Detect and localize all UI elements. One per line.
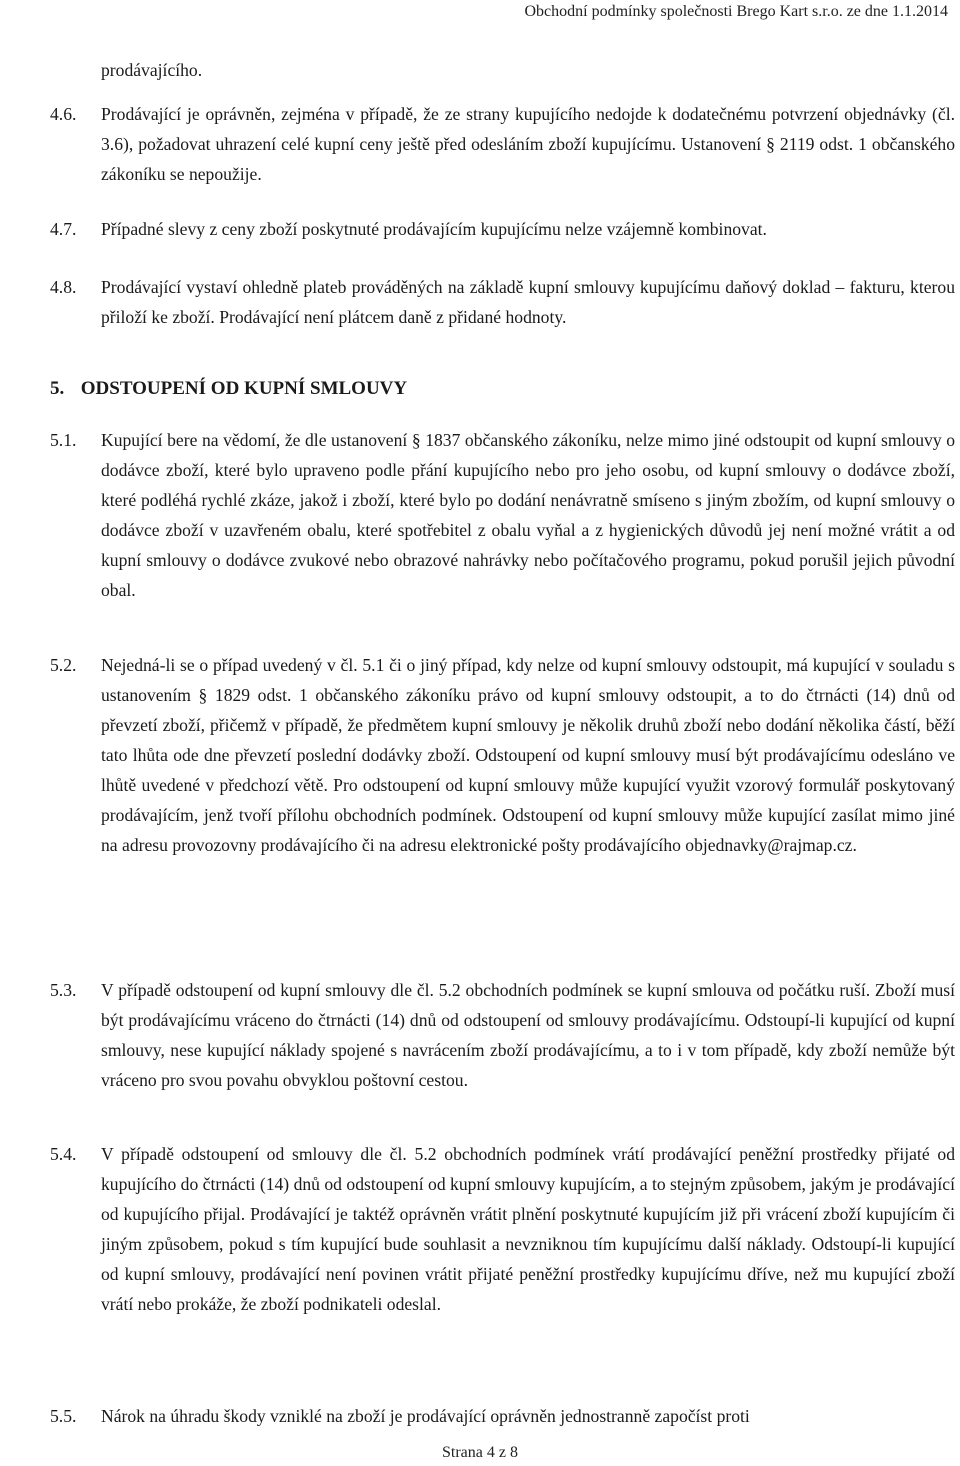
- clause-text: Prodávající vystaví ohledně plateb prováděných na základě kupní smlouvy kupujícímu daňový doklad – fakturu, kterou přiloží ke zboží. Prodávající není plátcem daně z přidané hodnoty.: [101, 277, 955, 327]
- clause-number: 5.4.: [50, 1144, 77, 1164]
- clause-5-5: [50, 1401, 955, 1431]
- section-heading: [50, 374, 407, 404]
- clause-text: Kupující bere na vědomí, že dle ustanovení § 1837 občanského zákoníku, nelze mimo jiné odstoupit od kupní smlouvy o dodávce zboží, které bylo upraveno podle přání kupujícího nebo pro jeho osobu, od kupní smlouvy o dodávce zboží, které podléhá rychlé zkáze, jakož i zboží, které bylo po dodání nenávratně smíseno s jiným zbožím, od kupní smlouvy o dodávce zboží v uzavřeném obalu, které spotřebitel z obalu vyňal a z hygienických důvodů jej není možné vrátit a od kupní smlouvy o dodávce zvukové nebo obrazové nahrávky nebo počítačového programu, pokud porušil jejich původní obal.: [101, 430, 955, 600]
- clause-number: 5.1.: [50, 430, 77, 450]
- clause-5-4: [50, 1139, 955, 1319]
- page-footer: Strana 4 z 8: [442, 1444, 518, 1461]
- clause-4-7: [50, 214, 955, 244]
- clause-number: 4.7.: [50, 219, 77, 239]
- clause-4-8: [50, 272, 955, 332]
- section-number: 5.: [50, 378, 65, 399]
- clause-text: V případě odstoupení od smlouvy dle čl. 5.2 obchodních podmínek vrátí prodávající peněžní prostředky přijaté od kupujícího do čtrnácti (14) dnů od odstoupení od kupní smlouvy kupujícím, a to stejným způsobem, jakým je prodávající od kupujícího přijal. Prodávající je taktéž oprávněn vrátit plnění poskytnuté kupujícím již při vrácení zboží kupujícím či jiným způsobem, pokud s tím kupující bude souhlasit a nevzniknou tím kupujícímu další náklady. Odstoupí-li kupující od kupní smlouvy, prodávající není povinen vrátit přijaté peněžní prostředky kupujícímu dříve, než mu kupující zboží vrátí nebo prokáže, že zboží podnikateli odeslal.: [101, 1144, 955, 1314]
- clause-text: Případné slevy z ceny zboží poskytnuté prodávajícím kupujícímu nelze vzájemně kombinovat.: [101, 219, 767, 239]
- running-header: Obchodní podmínky společnosti Brego Kart s.r.o. ze dne 1.1.2014: [524, 3, 948, 20]
- clause-number: 4.8.: [50, 277, 77, 297]
- section-title: ODSTOUPENÍ OD KUPNÍ SMLOUVY: [80, 378, 408, 399]
- continuation-text: prodávajícího.: [101, 60, 203, 80]
- clause-number: 5.5.: [50, 1406, 77, 1426]
- clause-number: 5.3.: [50, 980, 77, 1000]
- clause-text: Prodávající je oprávněn, zejména v případě, že ze strany kupujícího nedojde k dodatečnému potvrzení objednávky (čl. 3.6), požadovat uhrazení celé kupní ceny ještě před odesláním zboží kupujícímu. Ustanovení § 2119 odst. 1 občanského zákoníku se nepoužije.: [101, 104, 955, 184]
- clause-number: 4.6.: [50, 104, 77, 124]
- clause-text: Nejedná-li se o případ uvedený v čl. 5.1 či o jiný případ, kdy nelze od kupní smlouvy odstoupit, má kupující v souladu s ustanovením § 1829 odst. 1 občanského zákoníku právo od kupní smlouvy odstoupit, a to do čtrnácti (14) dnů od převzetí zboží, přičemž v případě, že předmětem kupní smlouvy je několik druhů zboží nebo dodání několika částí, běží tato lhůta ode dne převzetí poslední dodávky zboží. Odstoupení od kupní smlouvy musí být prodávajícímu odesláno ve lhůtě uvedené v předchozí větě. Pro odstoupení od kupní smlouvy může kupující využit vzorový formulář poskytovaný prodávajícím, jenž tvoří přílohu obchodních podmínek. Odstoupení od kupní smlouvy může kupující zasílat mimo jiné na adresu provozovny prodávajícího či na adresu elektronické pošty prodávajícího objednavky@rajmap.cz.: [101, 655, 955, 855]
- clause-text: V případě odstoupení od kupní smlouvy dle čl. 5.2 obchodních podmínek se kupní smlouva od počátku ruší. Zboží musí být prodávajícímu vráceno do čtrnácti (14) dnů od odstoupení od smlouvy prodávajícímu. Odstoupí-li kupující od kupní smlouvy, nese kupující náklady spojené s navrácením zboží prodávajícímu, a to i v tom případě, kdy zboží nemůže být vráceno pro svou povahu obvyklou poštovní cestou.: [101, 980, 955, 1090]
- clause-5-1: [50, 425, 955, 605]
- clause-4-6: [50, 99, 955, 189]
- clause-text: Nárok na úhradu škody vzniklé na zboží je prodávající oprávněn jednostranně započíst proti: [101, 1406, 750, 1426]
- clause-number: 5.2.: [50, 655, 77, 675]
- clause-5-2: [50, 650, 955, 860]
- clause-5-3: [50, 975, 955, 1095]
